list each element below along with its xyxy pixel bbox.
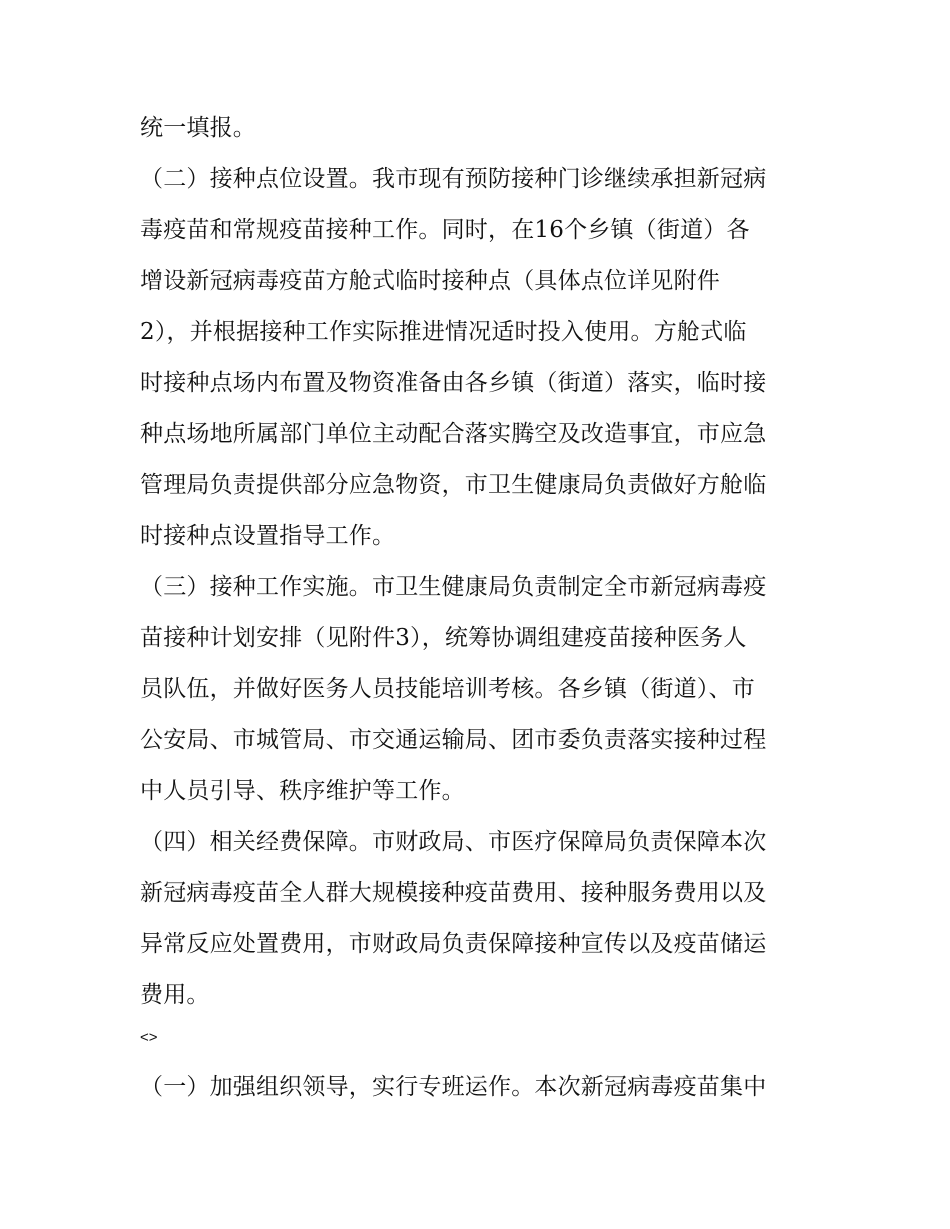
text-line: 毒疫苗和常规疫苗接种工作。同时，在16个乡镇（街道）各 — [140, 217, 750, 243]
text-line: 增设新冠病毒疫苗方舱式临时接种点（具体点位详见附件 — [140, 268, 720, 294]
text-line: （三）接种工作实施。市卫生健康局负责制定全市新冠病毒疫 — [140, 574, 767, 600]
text-line: 统一填报。 — [140, 115, 256, 141]
text-line: 新冠病毒疫苗全人群大规模接种疫苗费用、接种服务费用以及 — [140, 880, 767, 906]
text-line: 员队伍，并做好医务人员技能培训考核。各乡镇（街道）、市 — [140, 676, 755, 702]
text-line: 异常反应处置费用，市财政局负责保障接种宣传以及疫苗储运 — [140, 931, 767, 957]
text-line: 时接种点设置指导工作。 — [140, 523, 396, 549]
text-line: （二）接种点位设置。我市现有预防接种门诊继续承担新冠病 — [140, 166, 767, 192]
text-line: 管理局负责提供部分应急物资，市卫生健康局负责做好方舱临 — [140, 472, 767, 498]
text-line: 中人员引导、秩序维护等工作。 — [140, 778, 465, 804]
text-line: 费用。 — [140, 982, 210, 1008]
text-line: （一）加强组织领导，实行专班运作。本次新冠病毒疫苗集中 — [140, 1074, 767, 1100]
text-line: 公安局、市城管局、市交通运输局、团市委负责落实接种过程 — [140, 727, 767, 753]
text-line: 种点场地所属部门单位主动配合落实腾空及改造事宜，市应急 — [140, 421, 767, 447]
text-line: 苗接种计划安排（见附件3），统筹协调组建疫苗接种医务人 — [140, 625, 747, 651]
text-line: （四）相关经费保障。市财政局、市医疗保障局负责保障本次 — [140, 829, 767, 855]
text-line: 2），并根据接种工作实际推进情况适时投入使用。方舱式临 — [140, 319, 747, 345]
text-line: 时接种点场内布置及物资准备由各乡镇（街道）落实，临时接 — [140, 370, 767, 396]
section-marker: <> — [140, 1029, 158, 1046]
